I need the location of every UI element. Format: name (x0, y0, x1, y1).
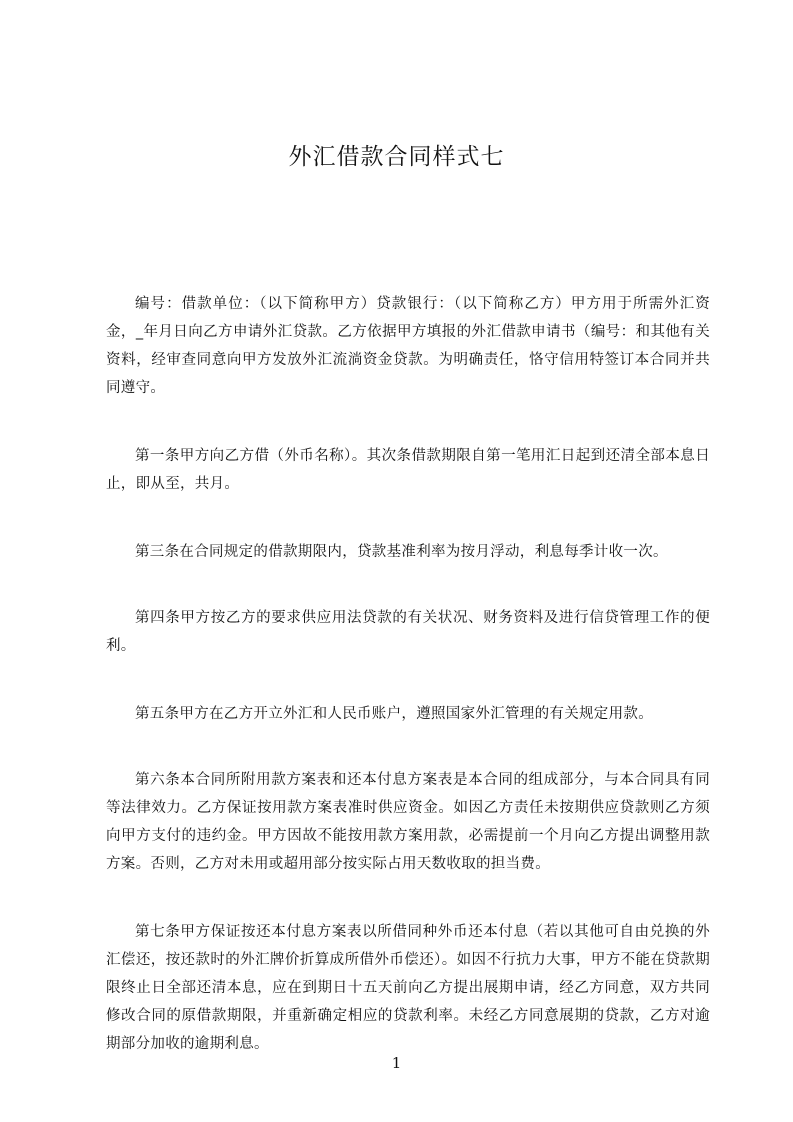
document-body (106, 290, 710, 1098)
paragraph-article-1-2: 第一条甲方向乙方借（外币名称）。其次条借款期限自第一笔用汇日起到还清全部本息日止，即从至，共月。 (106, 448, 710, 492)
paragraph-article-7: 第七条甲方保证按还本付息方案表以所借同种外币还本付息（若以其他可自由兑换的外汇偿还，按还款时的外汇牌价折算成所借外币偿还）。如因不行抗力大事，甲方不能在贷款期限终止日全部还清本息，应在到期日十五天前向乙方提出展期申请，经乙方同意，双方共同修改合同的原借款期限，并重新确定相应的贷款利率。未经乙方同意展期的贷款，乙方对逾期部分加收的逾期利息。 (106, 924, 710, 1052)
paragraph-article-4: 第四条甲方按乙方的要求供应用法贷款的有关状况、财务资料及进行信贷管理工作的便利。 (106, 610, 710, 654)
paragraph-article-6: 第六条本合同所附用款方案表和还本付息方案表是本合同的组成部分，与本合同具有同等法律效力。乙方保证按用款方案表准时供应资金。如因乙方责任未按期供应贷款则乙方须向甲方支付的违约金。甲方因故不能按用款方案用款，必需提前一个月向乙方提出调整用款方案。否则，乙方对未用或超用部分按实际占用天数收取的担当费。 (106, 772, 710, 872)
page-number: 1 (391, 1054, 402, 1072)
paragraph-preamble: 编号：借款单位：（以下简称甲方）贷款银行：（以下简称乙方）甲方用于所需外汇资金，_年月日向乙方申请外汇贷款。乙方依据甲方填报的外汇借款申请书（编号：和其他有关资料，经审查同意向甲方发放外汇流淌资金贷款。为明确责任，恪守信用特签订本合同并共同遵守。 (106, 296, 710, 396)
paragraph-article-3: 第三条在合同规定的借款期限内，贷款基准利率为按月浮动，利息每季计收一次。 (135, 544, 668, 560)
paragraph-article-5: 第五条甲方在乙方开立外汇和人民币账户，遵照国家外汇管理的有关规定用款。 (135, 706, 653, 722)
document-title: 外汇借款合同样式七 (288, 144, 505, 170)
